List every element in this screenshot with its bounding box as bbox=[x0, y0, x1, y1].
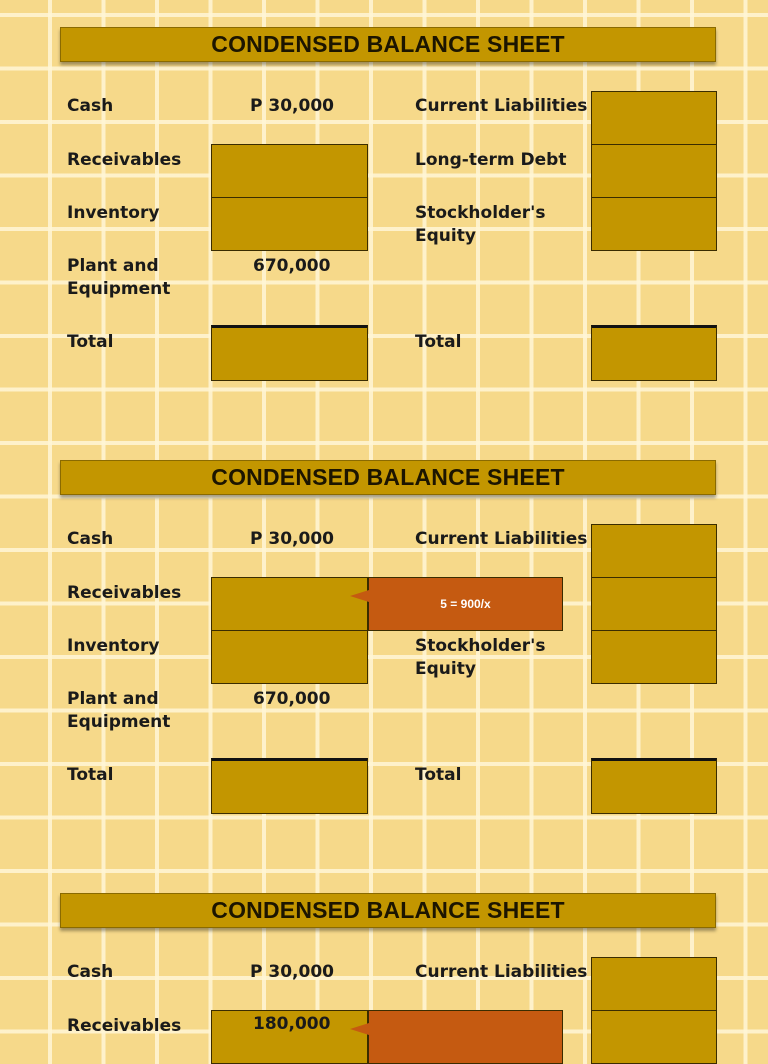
sheet-title-bar bbox=[60, 893, 716, 928]
balance-sheet-3 bbox=[0, 893, 768, 1036]
inventory-label: Inventory bbox=[67, 636, 160, 656]
stockholders-equity-box bbox=[591, 197, 717, 251]
cash-value: P 30,000 bbox=[250, 96, 334, 116]
balance-sheet-2 bbox=[0, 460, 768, 880]
inventory-value-box bbox=[211, 197, 368, 251]
stockholders-equity-label: Stockholder's Equity bbox=[415, 203, 546, 246]
cash-label: Cash bbox=[67, 529, 114, 549]
total-liabilities-box bbox=[591, 325, 717, 381]
receivables-value: 180,000 bbox=[253, 1014, 331, 1034]
long-term-debt-label: Long-term Debt bbox=[415, 150, 567, 170]
total-assets-box bbox=[211, 758, 368, 814]
cash-label: Cash bbox=[67, 96, 114, 116]
inventory-value-box bbox=[211, 630, 368, 684]
total-assets-box bbox=[211, 325, 368, 381]
current-liabilities-label: Current Liabilities bbox=[415, 529, 588, 549]
sheet-title: CONDENSED BALANCE SHEET bbox=[211, 464, 565, 490]
total-assets-label: Total bbox=[67, 765, 114, 785]
receivables-value-box bbox=[211, 577, 368, 631]
stockholders-equity-label: Stockholder's Equity bbox=[415, 636, 546, 679]
cash-value: P 30,000 bbox=[250, 529, 334, 549]
current-liabilities-label: Current Liabilities bbox=[415, 96, 588, 116]
long-term-debt-box bbox=[591, 577, 717, 631]
receivables-label: Receivables bbox=[67, 583, 182, 603]
cash-label: Cash bbox=[67, 962, 114, 982]
plant-equipment-value: 670,000 bbox=[253, 256, 331, 276]
sheet-title-bar bbox=[60, 27, 716, 62]
balance-sheet-1 bbox=[0, 27, 768, 447]
ratio-callout bbox=[368, 577, 563, 631]
callout-formula: 5 = 900/x bbox=[440, 597, 491, 611]
current-liabilities-box bbox=[591, 91, 717, 145]
current-liabilities-box bbox=[591, 524, 717, 578]
current-liabilities-label: Current Liabilities bbox=[415, 962, 588, 982]
cash-value: P 30,000 bbox=[250, 962, 334, 982]
receivables-value-box bbox=[211, 144, 368, 198]
total-liabilities-label: Total bbox=[415, 332, 462, 352]
receivables-label: Receivables bbox=[67, 150, 182, 170]
inventory-label: Inventory bbox=[67, 203, 160, 223]
callout-pointer bbox=[350, 590, 369, 602]
plant-equipment-value: 670,000 bbox=[253, 689, 331, 709]
ratio-callout bbox=[368, 1010, 563, 1064]
sheet-title: CONDENSED BALANCE SHEET bbox=[211, 31, 565, 57]
plant-equipment-label: Plant and Equipment bbox=[67, 256, 171, 299]
plant-equipment-label: Plant and Equipment bbox=[67, 689, 171, 732]
total-liabilities-label: Total bbox=[415, 765, 462, 785]
long-term-debt-box bbox=[591, 1010, 717, 1064]
callout-pointer bbox=[350, 1023, 369, 1035]
receivables-label: Receivables bbox=[67, 1016, 182, 1036]
sheet-title: CONDENSED BALANCE SHEET bbox=[211, 897, 565, 923]
current-liabilities-box bbox=[591, 957, 717, 1011]
long-term-debt-box bbox=[591, 144, 717, 198]
sheet-title-bar bbox=[60, 460, 716, 495]
stockholders-equity-box bbox=[591, 630, 717, 684]
total-assets-label: Total bbox=[67, 332, 114, 352]
total-liabilities-box bbox=[591, 758, 717, 814]
